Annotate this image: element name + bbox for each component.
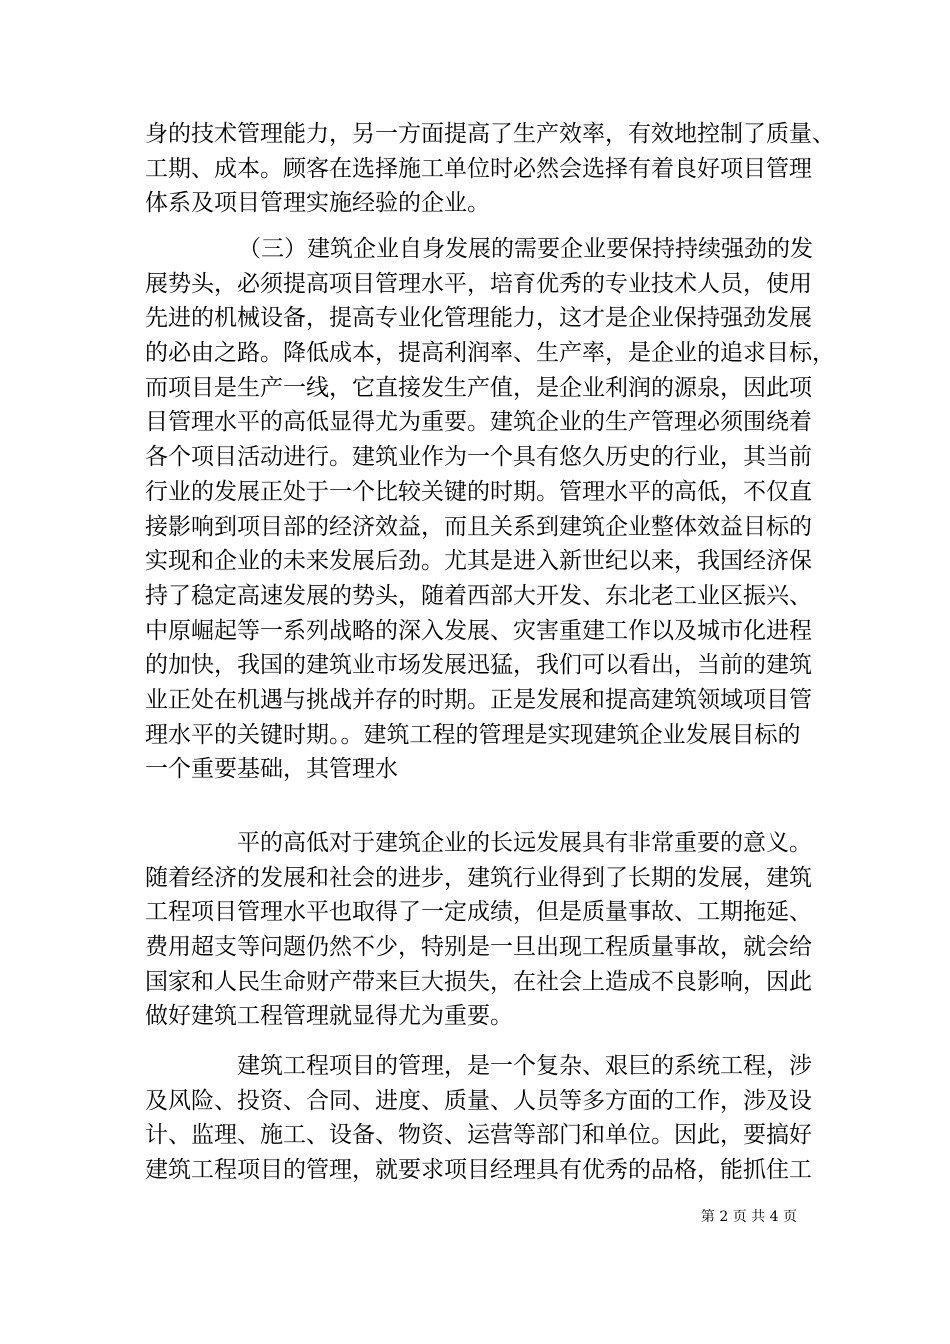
paragraph-2 xyxy=(145,232,835,787)
text-line: 接影响到项目部的经济效益，而且关系到建筑企业整体效益目标的 xyxy=(145,513,812,540)
paragraph-3 xyxy=(145,826,817,1034)
text-line: 持了稳定高速发展的势头，随着西部大开发、东北老工业区振兴、 xyxy=(145,582,812,609)
text-line: 先进的机械设备，提高专业化管理能力，这才是企业保持强劲发展 xyxy=(145,305,812,332)
text-line: 建筑工程项目的管理，是一个复杂、艰巨的系统工程，涉 xyxy=(237,1053,812,1079)
text-line: 实现和企业的未来发展后劲。尤其是进入新世纪以来，我国经济保 xyxy=(145,548,812,575)
text-line: 业正处在机遇与挑战并存的时期。正是发展和提高建筑领域项目管 xyxy=(145,686,812,713)
text-line: 体系及项目管理实施经验的企业。 xyxy=(145,190,490,217)
text-line: 中原崛起等一系列战略的深入发展、灾害重建工作以及城市化进程 xyxy=(145,617,812,644)
text-line: 计、监理、施工、设备、物资、运营等部门和单位。因此，要搞好 xyxy=(145,1122,812,1149)
text-line: 各个项目活动进行。建筑业作为一个具有悠久历史的行业，其当前 xyxy=(145,444,812,471)
text-line: 建筑工程项目的管理，就要求项目经理具有优秀的品格，能抓住工 xyxy=(145,1157,812,1184)
text-line: 做好建筑工程管理就显得尤为重要。 xyxy=(145,1003,513,1030)
page-number: 第 2 页 共 4 页 xyxy=(700,1209,797,1225)
text-line: 一个重要基础，其管理水 xyxy=(145,756,398,783)
text-line: 展势头，必须提高项目管理水平，培育优秀的专业技术人员，使用 xyxy=(145,270,812,297)
text-line: 身的技术管理能力，另一方面提高了生产效率，有效地控制了质量、 xyxy=(145,121,835,147)
text-line: 费用超支等问题仍然不少，特别是一旦出现工程质量事故，就会给 xyxy=(145,934,812,961)
text-line: 目管理水平的高低显得尤为重要。建筑企业的生产管理必须围绕着 xyxy=(145,409,812,436)
text-line: 行业的发展正处于一个比较关键的时期。管理水平的高低，不仅直 xyxy=(145,478,812,505)
text-line: 及风险、投资、合同、进度、质量、人员等多方面的工作，涉及设 xyxy=(145,1087,812,1114)
text-line: 而项目是生产一线，它直接发生产值，是企业利润的源泉，因此项 xyxy=(145,374,812,401)
text-line: 工程项目管理水平也取得了一定成绩，但是质量事故、工期拖延、 xyxy=(145,899,812,926)
text-line: 工期、成本。顾客在选择施工单位时必然会选择有着良好项目管理 xyxy=(145,155,812,182)
text-line: 的加快，我国的建筑业市场发展迅猛，我们可以看出，当前的建筑 xyxy=(145,652,812,679)
text-line: 国家和人民生命财产带来巨大损失，在社会上造成不良影响，因此 xyxy=(145,968,812,995)
paragraph-1 xyxy=(145,117,835,221)
text-line: （三）建筑企业自身发展的需要企业要保持持续强劲的发 xyxy=(238,236,813,262)
paragraph-4 xyxy=(145,1049,817,1188)
text-line: 平的高低对于建筑企业的长远发展具有非常重要的意义。 xyxy=(237,830,812,856)
text-line: 随着经济的发展和社会的进步，建筑行业得到了长期的发展，建筑 xyxy=(145,864,812,891)
text-line: 的必由之路。降低成本，提高利润率、生产率，是企业的追求目标， xyxy=(145,340,835,367)
text-line: 理水平的关键时期。。建筑工程的管理是实现建筑企业发展目标的 xyxy=(145,721,801,748)
